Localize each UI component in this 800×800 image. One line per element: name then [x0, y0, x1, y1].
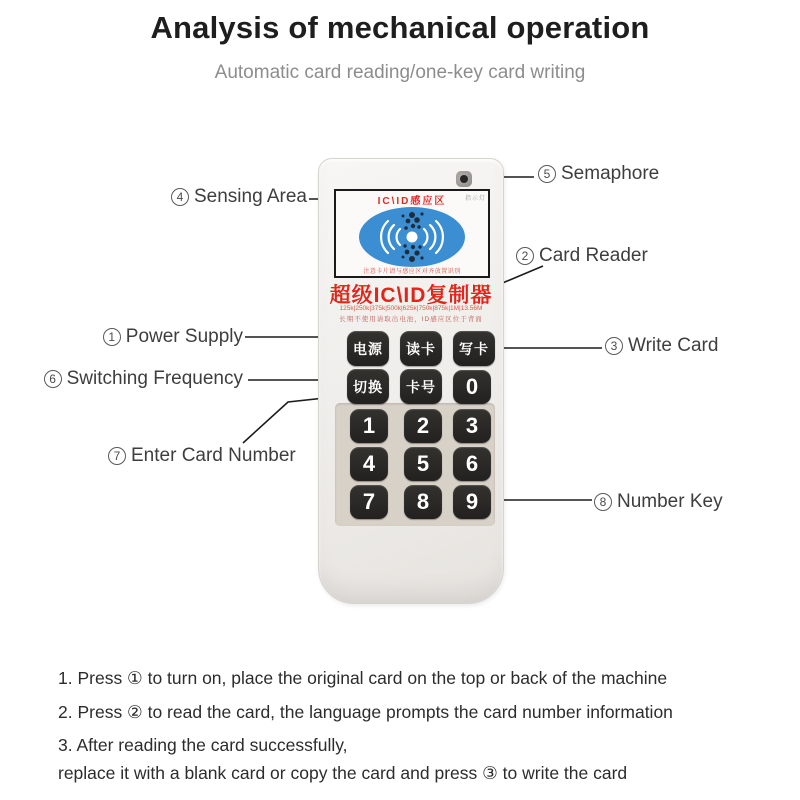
- circled-number: 3: [605, 337, 623, 355]
- write-card-key: 写卡: [453, 331, 495, 366]
- instruction-step-2: 2. Press ② to read the card, the language prompts the card number information: [58, 702, 673, 722]
- callout-text: Write Card: [628, 335, 719, 356]
- sensing-area-panel: [334, 189, 490, 278]
- panel-bottom-note-cn: 注意卡片请与感应区对齐放置识别: [363, 269, 461, 275]
- page-title: Analysis of mechanical operation: [150, 10, 650, 45]
- digit-key-5: 5: [404, 447, 442, 481]
- callout-power-supply: [103, 326, 243, 348]
- rfid-wave-icon: [356, 205, 468, 269]
- digit-key-1: 1: [350, 409, 388, 443]
- page-subtitle: Automatic card reading/one-key card writing: [214, 62, 586, 83]
- rfid-copier-device: [318, 158, 504, 604]
- digit-key-4: 4: [350, 447, 388, 481]
- circled-number: 5: [538, 165, 556, 183]
- digit-key-8: 8: [404, 485, 442, 519]
- circled-number: 7: [108, 447, 126, 465]
- callout-text: Switching Frequency: [66, 368, 243, 389]
- device-name-banner-cn: 超级IC\ID复制器: [329, 284, 493, 307]
- callout-text: Enter Card Number: [131, 445, 296, 466]
- sensing-area-label-cn: IC\ID感应区: [377, 196, 447, 207]
- digit-key-2: 2: [404, 409, 442, 443]
- callout-enter-card-number: [108, 445, 296, 467]
- frequency-list: 125k|250k|375k|500k|625k|750k|875k|1M|13.56M: [339, 305, 483, 312]
- circled-number: 6: [44, 370, 62, 388]
- circled-number: 1: [103, 328, 121, 346]
- callout-semaphore: [538, 163, 659, 185]
- callout-text: Sensing Area: [193, 186, 307, 207]
- callout-text: Power Supply: [125, 326, 243, 347]
- callout-switching-frequency: [44, 368, 243, 390]
- digit-key-7: 7: [350, 485, 388, 519]
- callout-text: Card Reader: [539, 245, 648, 266]
- callout-text: Semaphore: [561, 163, 660, 184]
- read-card-key: 读卡: [400, 331, 442, 366]
- digit-key-6: 6: [453, 447, 491, 481]
- instruction-step-3-continued: replace it with a blank card or copy the card and press ③ to write the card: [58, 763, 628, 783]
- callout-number-key: [594, 491, 723, 513]
- power-key: 电源: [347, 331, 389, 366]
- callout-card-reader: [516, 245, 648, 267]
- instruction-step-1: 1. Press ① to turn on, place the original card on the top or back of the machine: [58, 668, 668, 688]
- circled-number: 8: [594, 493, 612, 511]
- indicator-note-cn: 指示灯: [464, 196, 486, 202]
- circled-number: 2: [516, 247, 534, 265]
- card-number-key: 卡号: [400, 369, 442, 404]
- switch-frequency-key: 切换: [347, 369, 389, 404]
- digit-key-9: 9: [453, 485, 491, 519]
- digit-key-0: 0: [453, 370, 491, 404]
- instruction-step-3: 3. After reading the card successfully,: [58, 735, 348, 755]
- callout-sensing-area: [171, 186, 307, 208]
- callout-text: Number Key: [617, 491, 723, 512]
- circled-number: 4: [171, 188, 189, 206]
- battery-note-cn: 长期不使用请取出电池，ID感应区位于背面: [339, 316, 483, 323]
- digit-key-3: 3: [453, 409, 491, 443]
- callout-write-card: [605, 335, 718, 357]
- led-indicator: [456, 171, 472, 187]
